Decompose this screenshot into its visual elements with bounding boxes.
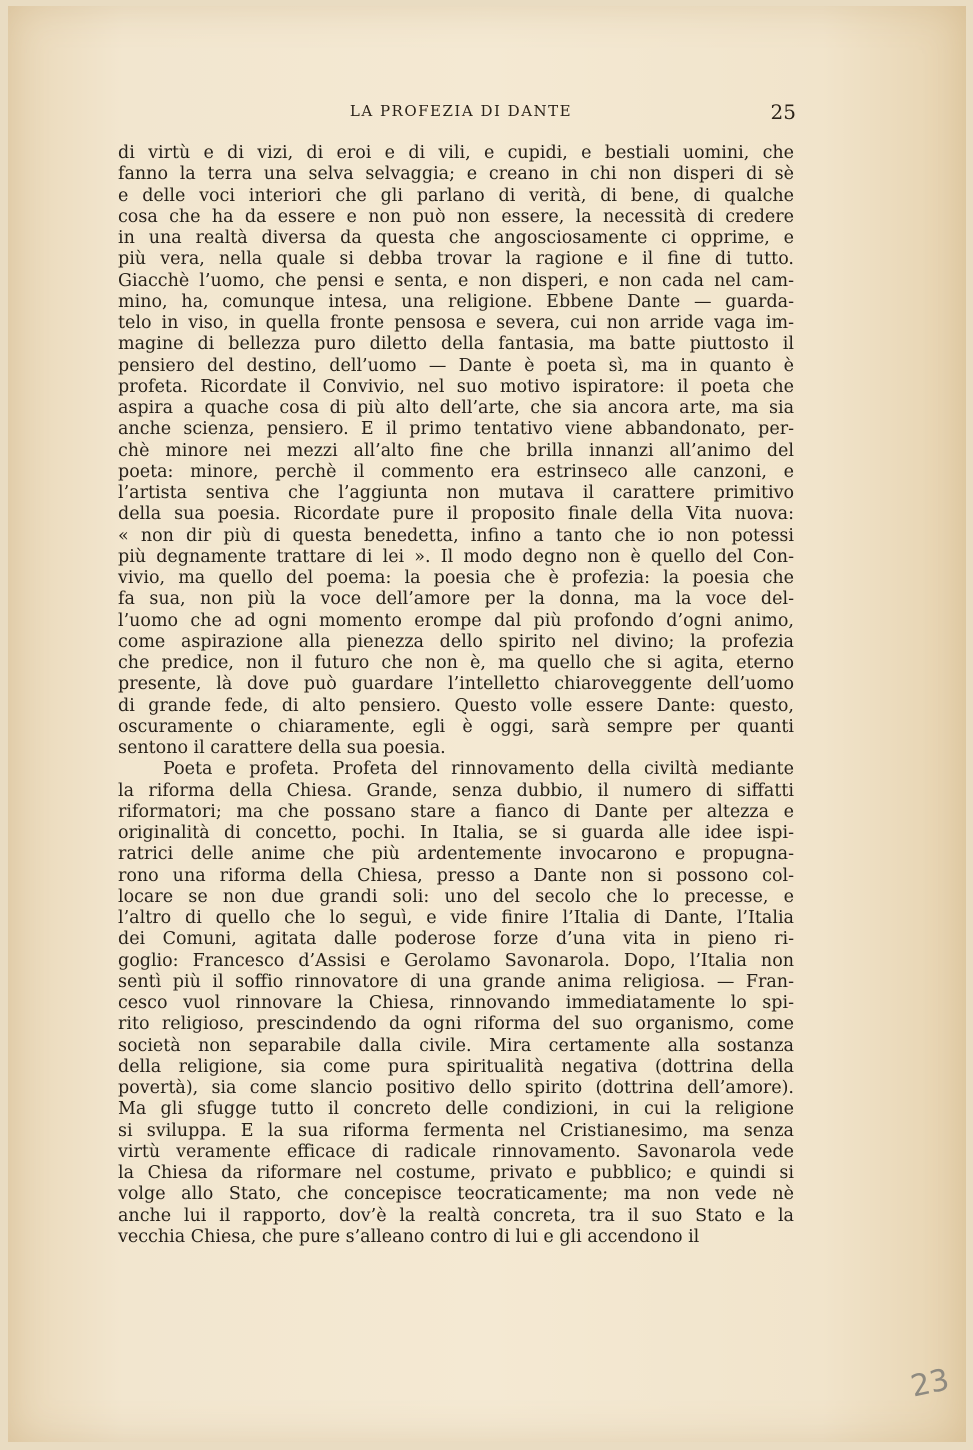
page-number: 25: [770, 100, 796, 124]
text-line: sentono il carattere della sua poesia.: [118, 738, 446, 758]
text-line: locare se non due grandi soli: uno del secolo che lo precesse, e: [118, 886, 794, 907]
text-line: di virtù e di vizi, di eroi e di vili, e cupidi, e bestiali uomini, che: [118, 143, 794, 163]
text-line: in una realtà diversa da questa che angosciosamente ci opprime, e: [118, 228, 794, 248]
text-line: società non separabile dalla civile. Mira certamente alla sostanza: [118, 1035, 794, 1056]
text-line: mino, ha, comunque intesa, una religione. Ebbene Dante — guarda-: [118, 291, 794, 312]
text-line: sentì più il soffio rinnovatore di una grande anima religiosa. — Fran-: [118, 971, 794, 992]
text-line: cosa che ha da essere e non può non essere, la necessità di credere: [118, 206, 794, 227]
text-line: riformatori; ma che possano stare a fianco di Dante per altezza e: [118, 801, 794, 822]
text-line: rito religioso, prescindendo da ogni riforma del suo organismo, come: [118, 1014, 794, 1035]
text-line: anche lui il rapporto, dov’è la realtà concreta, tra il suo Stato e la: [118, 1205, 794, 1226]
running-title: LA PROFEZIA DI DANTE: [349, 102, 573, 120]
text-line: fa sua, non più la voce dell’amore per la donna, ma la voce del-: [118, 589, 794, 610]
text-line: cesco vuol rinnovare la Chiesa, rinnovando immediatamente lo spi-: [118, 993, 794, 1013]
text-line: si sviluppa. E la sua riforma fermenta nel Cristianesimo, ma senza: [118, 1120, 794, 1141]
text-line: goglio: Francesco d’Assisi e Gerolamo Savonarola. Dopo, l’Italia non: [118, 950, 794, 971]
text-line: e delle voci interiori che gli parlano di verità, di bene, di qualche: [118, 185, 794, 206]
text-line: originalità di concetto, pochi. In Italia, se si guarda alle idee ispi-: [118, 823, 794, 843]
text-line: la riforma della Chiesa. Grande, senza dubbio, il numero di siffatti: [118, 780, 794, 801]
text-line: come aspirazione alla pienezza dello spirito nel divino; la profezia: [118, 631, 794, 652]
text-line: vecchia Chiesa, che pure s’alleano contro di lui e gli accendono il: [118, 1226, 700, 1247]
text-line: più vera, nella quale si debba trovar la ragione e il fine di tutto.: [118, 249, 794, 270]
text-line: più degnamente trattare di lei ». Il modo degno non è quello del Con-: [118, 546, 794, 567]
text-line: Poeta e profeta. Profeta del rinnovamento della civiltà mediante: [163, 759, 794, 780]
text-line: presente, là dove può guardare l’intelletto chiaroveggente dell’uomo: [118, 674, 794, 695]
body-text: [118, 143, 794, 1248]
text-line: di grande fede, di alto pensiero. Questo volle essere Dante: questo,: [118, 695, 794, 716]
text-line: vivio, ma quello del poema: la poesia che è profezia: la poesia che: [118, 568, 794, 588]
text-line: povertà), sia come slancio positivo dello spirito (dottrina dell’amore).: [118, 1078, 794, 1098]
handwritten-page-number: 23: [907, 1362, 953, 1405]
text-line: chè minore nei mezzi all’alto fine che brilla innanzi all’animo del: [118, 440, 794, 461]
text-line: telo in viso, in quella fronte pensosa e severa, cui non arride vaga im-: [118, 313, 794, 333]
text-line: pensiero del destino, dell’uomo — Dante è poeta sì, ma in quanto è: [118, 355, 794, 376]
text-line: poeta: minore, perchè il commento era estrinseco alle canzoni, e: [118, 461, 794, 482]
text-line: aspira a quache cosa di più alto dell’arte, che sia ancora arte, ma sia: [118, 398, 794, 418]
text-line: volge allo Stato, che concepisce teocraticamente; ma non vede nè: [118, 1184, 794, 1205]
text-line: dei Comuni, agitata dalle poderose forze d’una vita in pieno ri-: [118, 929, 794, 950]
text-line: della sua poesia. Ricordate pure il proposito finale della Vita nuova:: [118, 504, 794, 525]
text-line: profeta. Ricordate il Convivio, nel suo motivo ispiratore: il poeta che: [118, 376, 794, 397]
text-line: oscuramente o chiaramente, egli è oggi, sarà sempre per quanti: [118, 716, 794, 737]
text-line: della religione, sia come pura spiritualità negativa (dottrina della: [118, 1056, 794, 1077]
text-line: anche scienza, pensiero. E il primo tentativo viene abbandonato, per-: [118, 419, 794, 440]
paragraph: [118, 759, 794, 1248]
text-line: Ma gli sfugge tutto il concreto delle condizioni, in cui la religione: [118, 1099, 794, 1120]
text-line: l’uomo che ad ogni momento erompe dal più profondo d’ogni animo,: [118, 610, 794, 631]
book-page: [8, 6, 966, 1442]
text-line: che predice, non il futuro che non è, ma quello che si agita, eterno: [118, 653, 794, 673]
text-line: la Chiesa da riformare nel costume, privato e pubblico; e quindi si: [118, 1163, 794, 1183]
paragraph: [118, 143, 794, 759]
text-line: ratrici delle anime che più ardentemente invocarono e propugna-: [118, 844, 794, 865]
text-line: l’artista sentiva che l’aggiunta non mutava il carattere primitivo: [118, 483, 794, 503]
text-line: fanno la terra una selva selvaggia; e creano in chi non disperi di sè: [118, 164, 794, 185]
running-header: [126, 102, 796, 132]
text-line: Giacchè l’uomo, che pensi e senta, e non disperi, e non cada nel cam-: [118, 270, 794, 291]
text-line: virtù veramente efficace di radicale rinnovamento. Savonarola vede: [118, 1141, 794, 1162]
text-line: « non dir più di questa benedetta, infino a tanto che io non potessi: [118, 525, 794, 546]
text-line: rono una riforma della Chiesa, presso a Dante non si possono col-: [118, 865, 794, 886]
text-line: l’altro di quello che lo seguì, e vide finire l’Italia di Dante, l’Italia: [118, 908, 794, 928]
text-line: magine di bellezza puro diletto della fantasia, ma batte piuttosto il: [118, 334, 794, 355]
